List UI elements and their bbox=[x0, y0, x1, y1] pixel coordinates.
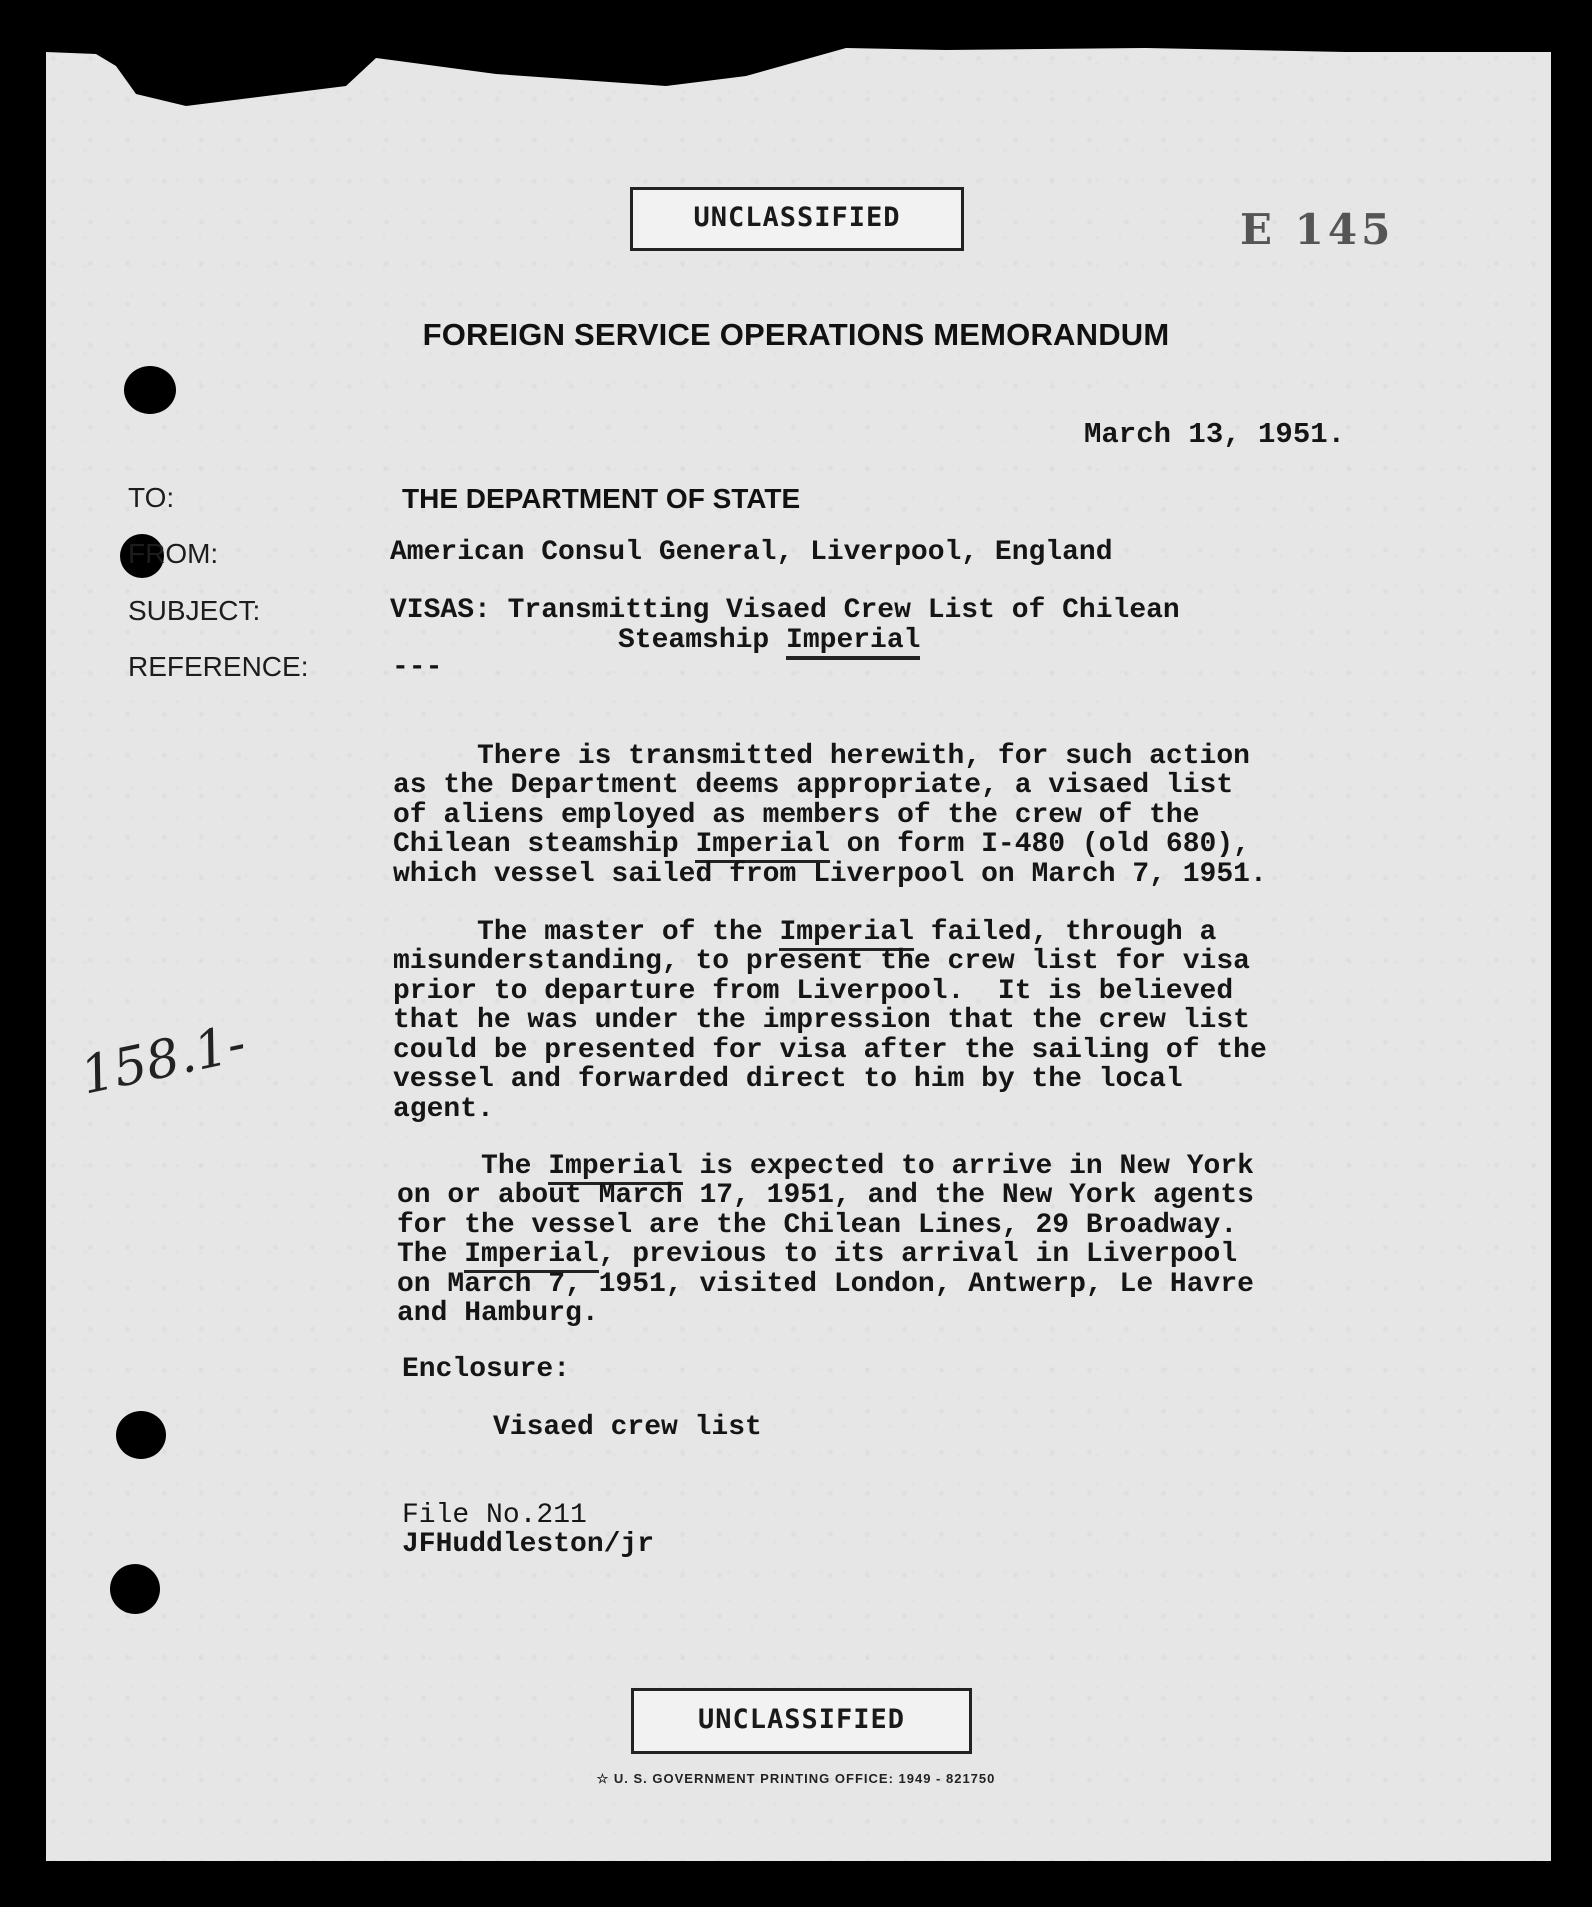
p2-line-5: could be presented for visa after the sailing of the bbox=[393, 1034, 1267, 1066]
subject-label: SUBJECT: bbox=[128, 595, 261, 626]
torn-edge bbox=[46, 46, 1551, 106]
initials: JFHuddleston/jr bbox=[402, 1529, 655, 1560]
subject-line-2 bbox=[618, 625, 920, 656]
from-value: American Consul General, Liverpool, England bbox=[390, 537, 1113, 568]
p3-line-1: The Imperial is expected to arrive in New York bbox=[397, 1152, 1397, 1182]
subject-prefix: Steamship bbox=[618, 625, 787, 656]
punch-hole-top bbox=[124, 366, 176, 414]
memo-date: March 13, 1951. bbox=[1084, 418, 1346, 451]
to-label: TO: bbox=[128, 482, 175, 513]
p2-line-1: The master of the Imperial failed, through a bbox=[393, 918, 1393, 948]
punch-hole-mid bbox=[116, 1411, 166, 1459]
p3-line-5: on March 7, 1951, visited London, Antwerp, Le Havre bbox=[397, 1268, 1254, 1300]
p1-line-2: as the Department deems appropriate, a visaed list bbox=[393, 770, 1234, 801]
classification-stamp-top: UNCLASSIFIED bbox=[630, 187, 964, 251]
punch-hole-bottom bbox=[110, 1564, 160, 1614]
p1-line-4: Chilean steamship Imperial on form I-480 (old 680), bbox=[393, 830, 1393, 860]
p3-line-3: for the vessel are the Chilean Lines, 29 Broadway. bbox=[397, 1209, 1238, 1241]
p2-line-6: vessel and forwarded direct to him by the local bbox=[393, 1064, 1183, 1095]
subject-line-1: VISAS: Transmitting Visaed Crew List of Chilean bbox=[390, 595, 1180, 626]
paragraph-2 bbox=[393, 888, 1393, 1154]
to-value: THE DEPARTMENT OF STATE bbox=[402, 483, 801, 514]
p2-line-2: misunderstanding, to present the crew list for visa bbox=[393, 946, 1250, 977]
ship-name: Imperial bbox=[548, 1151, 682, 1185]
ship-name: Imperial bbox=[695, 829, 829, 863]
reference-value: --- bbox=[392, 652, 443, 683]
file-mark: E 145 bbox=[1240, 205, 1395, 254]
from-label: FROM: bbox=[128, 538, 219, 569]
enclosure-item: Visaed crew list bbox=[493, 1412, 762, 1443]
handwritten-note: 158.1- bbox=[75, 1013, 251, 1107]
p2-line-7: agent. bbox=[393, 1093, 494, 1125]
p3-line-6: and Hamburg. bbox=[397, 1298, 599, 1329]
p3-line-4: The Imperial, previous to its arrival in Liverpool bbox=[397, 1240, 1397, 1270]
enclosure-label: Enclosure: bbox=[402, 1354, 571, 1385]
ship-name: Imperial bbox=[464, 1239, 598, 1273]
p2-line-4: that he was under the impression that the crew list bbox=[393, 1005, 1250, 1036]
reference-label: REFERENCE: bbox=[128, 651, 309, 682]
p2-line-3: prior to departure from Liverpool. It is believed bbox=[393, 975, 1234, 1007]
classification-stamp-bottom: UNCLASSIFIED bbox=[631, 1688, 972, 1754]
p1-line-1: There is transmitted herewith, for such action bbox=[393, 740, 1250, 772]
p1-line-3: of aliens employed as members of the crew of the bbox=[393, 799, 1200, 831]
ship-name: Imperial bbox=[779, 917, 913, 951]
subject-ship-name: Imperial bbox=[786, 625, 920, 660]
file-number: File No.211 bbox=[402, 1500, 587, 1531]
paragraph-3 bbox=[397, 1122, 1397, 1358]
memo-title: FOREIGN SERVICE OPERATIONS MEMORANDUM bbox=[422, 317, 1170, 352]
p3-line-2: on or about March 17, 1951, and the New York agents bbox=[397, 1180, 1254, 1211]
printing-office-line: ☆ U. S. GOVERNMENT PRINTING OFFICE: 1949 - 821750 bbox=[596, 1771, 996, 1786]
p1-line-5: which vessel sailed from Liverpool on March 7, 1951. bbox=[393, 858, 1267, 890]
